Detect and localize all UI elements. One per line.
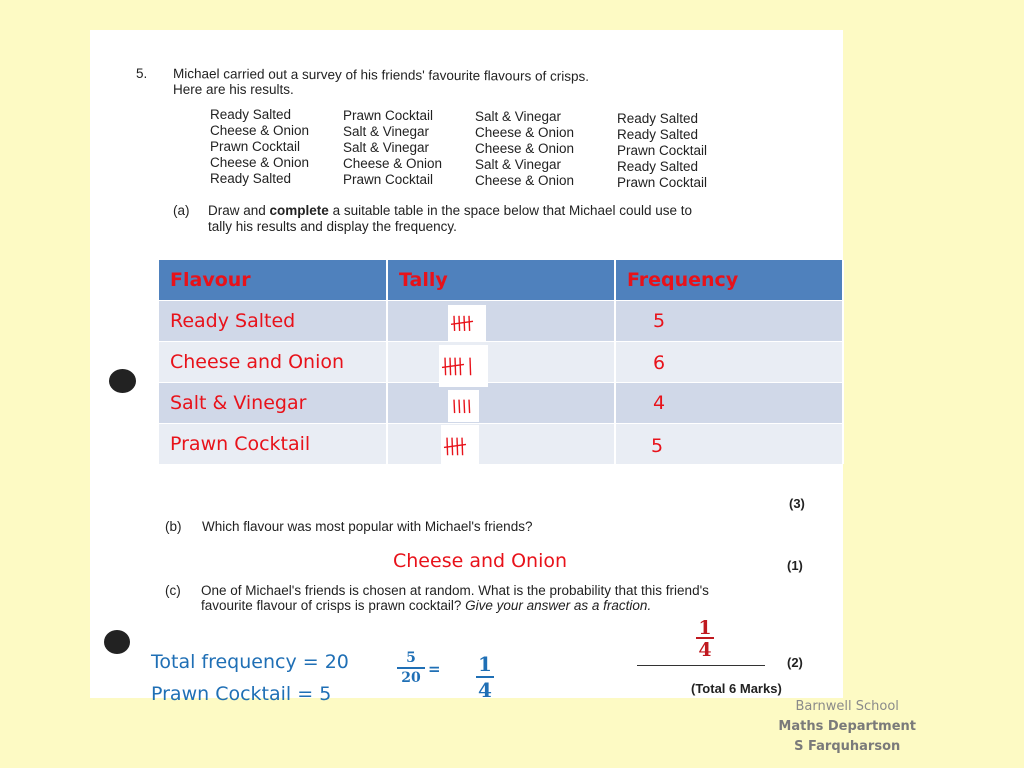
cell-tally [387, 301, 615, 342]
cell-tally [387, 424, 615, 465]
footer-school: Barnwell School [795, 699, 899, 714]
part-b-answer: Cheese and Onion [393, 550, 568, 572]
tally-stroke [455, 358, 456, 376]
part-b-label: (b) [165, 519, 182, 534]
part-b-marks: (1) [787, 558, 803, 573]
working-equals: = [428, 660, 441, 678]
result-item: Cheese & Onion [475, 141, 575, 156]
cell-flavour: Salt & Vinegar [159, 383, 387, 424]
part-c-question-line1: One of Michael's friends is chosen at random. What is the probability that this friend's [201, 583, 709, 598]
table-row [159, 301, 843, 342]
result-item: Salt & Vinegar [343, 140, 430, 155]
footer-author: S Farquharson [794, 739, 901, 754]
cell-tally [387, 342, 615, 383]
working-total-frequency: Total frequency = 20 [151, 651, 349, 673]
result-item: Prawn Cocktail [617, 143, 708, 158]
table-header-row [159, 260, 843, 301]
working-fraction-1-4 [474, 652, 496, 702]
frequency-cheese-onion: 6 [653, 352, 666, 374]
question-intro-line2: Here are his results. [173, 82, 294, 97]
result-item: Prawn Cocktail [617, 175, 708, 190]
fraction-denominator: 4 [478, 678, 492, 702]
table-row [159, 342, 843, 383]
tally-stroke [454, 400, 455, 413]
fraction-denominator: 20 [401, 670, 421, 686]
result-item: Ready Salted [617, 111, 699, 126]
part-a-instruction: Draw and complete a suitable table in the space below that Michael could use to [208, 203, 693, 218]
cell-frequency [615, 301, 843, 342]
cell-flavour: Prawn Cocktail [159, 424, 387, 465]
working-fraction-5-20 [397, 650, 425, 686]
tally-stroke [462, 438, 463, 456]
header-flavour: Flavour [159, 260, 387, 301]
cell-flavour: Cheese and Onion [159, 342, 387, 383]
working-prawn-cocktail: Prawn Cocktail = 5 [151, 683, 332, 705]
result-item: Salt & Vinegar [475, 109, 562, 124]
frequency-prawn-cocktail: 5 [651, 435, 664, 457]
tally-stroke [469, 316, 470, 331]
result-item: Cheese & Onion [210, 123, 310, 138]
fraction-numerator: 5 [406, 650, 416, 666]
fraction-numerator: 1 [698, 617, 712, 639]
results-column-2 [343, 108, 442, 188]
cell-frequency [615, 424, 843, 465]
result-item: Prawn Cocktail [343, 172, 434, 187]
table-row [159, 383, 843, 424]
total-marks: (Total 6 Marks) [691, 681, 782, 696]
result-item: Ready Salted [617, 127, 699, 142]
frequency-salt-vinegar: 4 [653, 392, 666, 414]
tally-stroke [470, 358, 471, 376]
part-a-instruction-line2: tally his results and display the frequency. [208, 219, 457, 234]
tally-stroke [460, 358, 461, 376]
answer-line [637, 665, 765, 666]
cell-tally [387, 383, 615, 424]
cell-frequency [615, 342, 843, 383]
punch-hole [104, 630, 130, 654]
part-c-question-line2: favourite flavour of crisps is prawn cocktail? Give your answer as a fraction. [201, 598, 652, 613]
header-tally: Tally [387, 260, 615, 301]
fraction-bar [397, 667, 425, 669]
result-item: Ready Salted [210, 171, 292, 186]
header-frequency: Frequency [615, 260, 843, 301]
result-item: Salt & Vinegar [343, 124, 430, 139]
tally-marks-prawn-cocktail [441, 425, 479, 467]
tally-marks-cheese-onion [439, 345, 488, 387]
results-column-4 [617, 111, 707, 191]
tally-marks-ready-salted [448, 305, 486, 341]
result-item: Cheese & Onion [475, 173, 575, 188]
tally-stroke [464, 316, 465, 331]
cell-frequency [615, 383, 843, 424]
result-item: Ready Salted [210, 107, 292, 122]
tally-stroke [457, 438, 458, 456]
fraction-numerator: 1 [478, 652, 492, 676]
part-c-marks: (2) [787, 655, 803, 670]
footer-department: Maths Department [778, 719, 916, 734]
question-intro-line1: Michael carried out a survey of his friends' favourite flavours of crisps. [172, 66, 590, 84]
part-a-label: (a) [173, 203, 190, 218]
part-c-label: (c) [165, 583, 181, 598]
result-item: Salt & Vinegar [475, 157, 562, 172]
result-item: Cheese & Onion [475, 125, 575, 140]
question-number: 5. [136, 66, 148, 81]
table-row [159, 424, 843, 465]
results-column-1 [210, 107, 309, 187]
part-a-marks: (3) [789, 496, 805, 511]
result-item: Prawn Cocktail [210, 139, 301, 154]
cell-flavour: Ready Salted [159, 301, 387, 342]
result-item: Cheese & Onion [343, 156, 443, 171]
footer-credit [778, 697, 916, 757]
part-c-answer-fraction [694, 617, 716, 661]
tally-stroke [469, 400, 470, 413]
result-item: Cheese & Onion [210, 155, 310, 170]
part-b-question: Which flavour was most popular with Michael's friends? [202, 519, 533, 534]
punch-hole [109, 369, 136, 393]
tally-table [159, 260, 844, 464]
result-item: Ready Salted [617, 159, 699, 174]
tally-stroke [464, 400, 465, 413]
frequency-ready-salted: 5 [653, 310, 666, 332]
tally-marks-salt-vinegar [448, 390, 479, 422]
fraction-denominator: 4 [698, 639, 712, 661]
tally-stroke [459, 400, 460, 413]
results-column-3 [475, 109, 574, 189]
result-item: Prawn Cocktail [343, 108, 434, 123]
